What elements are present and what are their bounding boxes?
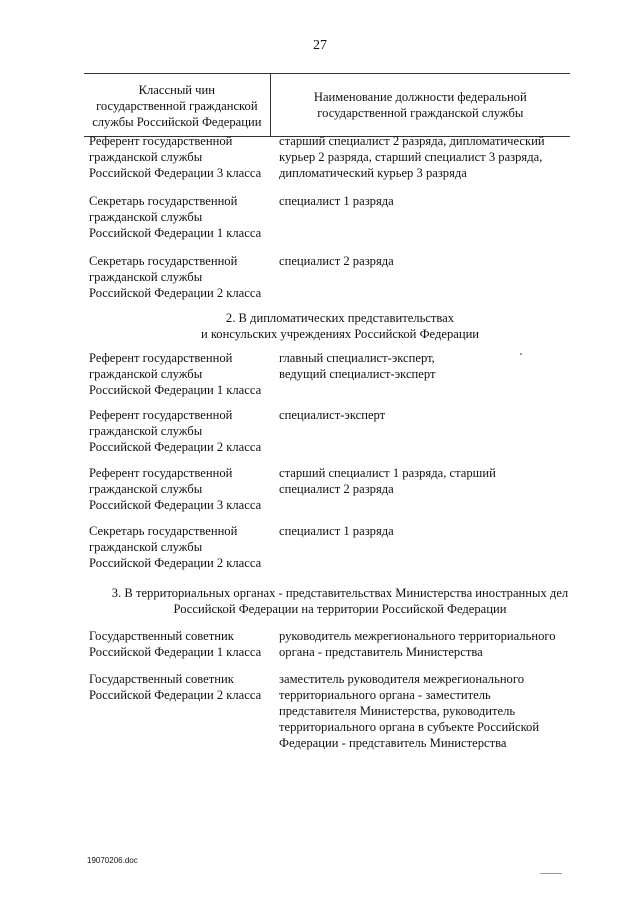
table-header <box>84 73 570 137</box>
header-position-column: Наименование должности федеральной государственной гражданской службы <box>313 90 527 120</box>
table-row <box>89 350 569 407</box>
position-cell: старший специалист 2 разряда, дипломатический курьер 2 разряда, старший специалист 3 разряда, дипломатический курьер 3 разряда <box>279 134 545 180</box>
scan-mark <box>540 873 562 874</box>
rank-cell: Государственный советник Российской Федерации 2 класса <box>89 672 262 702</box>
table-row <box>89 253 569 313</box>
table-row <box>89 523 569 581</box>
position-cell: старший специалист 1 разряда, старший специалист 2 разряда <box>279 466 496 496</box>
position-cell: руководитель межрегионального территориального органа - представитель Министерства <box>279 629 556 659</box>
position-cell: главный специалист-эксперт, ведущий специалист-эксперт <box>279 351 436 381</box>
rank-cell: Секретарь государственной гражданской службы Российской Федерации 2 класса <box>89 254 262 300</box>
scan-mark <box>520 353 522 355</box>
position-cell: специалист 1 разряда <box>279 524 394 538</box>
header-rank-column: Классный чин государственной гражданской службы Российской Федерации <box>84 74 271 136</box>
footer-document-code: 19070206.doc <box>87 856 138 865</box>
position-cell: специалист 2 разряда <box>279 254 394 268</box>
rank-cell: Референт государственной гражданской службы Российской Федерации 3 класса <box>89 466 262 512</box>
table-row <box>89 193 569 253</box>
table-row <box>89 465 569 523</box>
table-row <box>89 671 569 751</box>
section-3-title: 3. В территориальных органах - представительствах Министерства иностранных дел Российской Федерации на территории Российской Федерации <box>111 586 569 616</box>
table-row <box>89 628 569 671</box>
position-cell: специалист-эксперт <box>279 408 386 422</box>
section-3-rows <box>89 628 569 751</box>
position-cell: заместитель руководителя межрегионального территориального органа - заместитель представителя Министерства, руководитель территориального органа в субъекте Российской Федерации - представитель Министерства <box>279 672 540 750</box>
page-number: 27 <box>313 38 327 53</box>
rank-cell: Государственный советник Российской Федерации 1 класса <box>89 629 262 659</box>
rank-cell: Секретарь государственной гражданской службы Российской Федерации 2 класса <box>89 524 262 570</box>
rank-cell: Секретарь государственной гражданской службы Российской Федерации 1 класса <box>89 194 262 240</box>
section-1-rows <box>89 133 569 313</box>
section-2-title: 2. В дипломатических представительствах и консульских учреждениях Российской Федерации <box>200 311 480 341</box>
rank-cell: Референт государственной гражданской службы Российской Федерации 2 класса <box>89 408 262 454</box>
table-row <box>89 133 569 193</box>
table-row <box>89 407 569 465</box>
section-2-rows <box>89 350 569 581</box>
rank-cell: Референт государственной гражданской службы Российской Федерации 3 класса <box>89 134 262 180</box>
position-cell: специалист 1 разряда <box>279 194 394 208</box>
rank-cell: Референт государственной гражданской службы Российской Федерации 1 класса <box>89 351 262 397</box>
